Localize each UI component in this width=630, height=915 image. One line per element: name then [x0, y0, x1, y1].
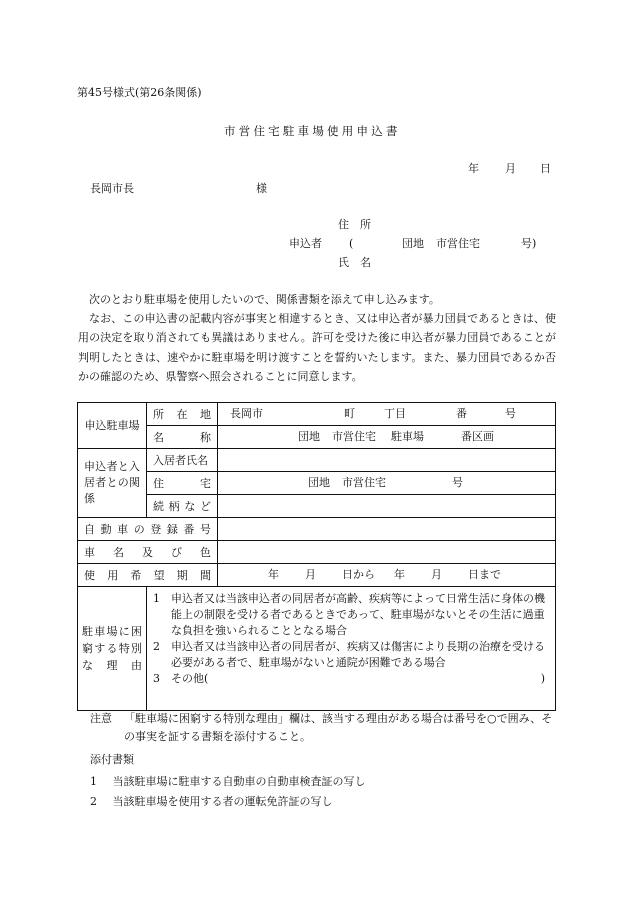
- table-row: [78, 426, 556, 449]
- location-go: 号: [505, 407, 516, 420]
- form-number: 第45号様式(第26条関係): [77, 86, 202, 99]
- vehicle-field[interactable]: [218, 541, 556, 564]
- location-ban: 番: [456, 407, 467, 420]
- body-paragraph: 次のとおり駐車場を使用したいので、関係書類を添えて申し込みます。: [89, 293, 440, 306]
- applicant-address-label: 住 所: [338, 218, 371, 231]
- applicant-open-paren: (: [349, 237, 354, 250]
- applicant-go: 号): [521, 237, 537, 250]
- reason-item[interactable]: [153, 639, 549, 671]
- reason-item[interactable]: [153, 591, 549, 639]
- applicant-danchi: 団地: [402, 237, 424, 250]
- parking-group-label: 申込駐車場: [78, 403, 147, 449]
- body-paragraph: なお、この申込書の記載内容が事実と相違するとき、又は申込者が暴力団員であるときは、使用の決定を取り消されても異議はありません。許可を受けた後に申込者が暴力団員であることが判明したときは、速やかに駐車場を明け渡すことを誓約いたします。また、暴力団員であるか否かの確認のため、県警察へ照会されることに同意します。: [78, 312, 556, 383]
- attachment-text: 当該駐車場に駐車する自動車の自動車検査証の写し: [112, 775, 366, 788]
- period-to: 日まで: [468, 568, 501, 581]
- location-label: 所在地: [147, 403, 218, 426]
- reason-field[interactable]: [147, 587, 556, 711]
- residence-danchi: 団地: [308, 476, 330, 489]
- tenant-name-field[interactable]: [218, 449, 556, 472]
- reason-item[interactable]: [153, 671, 549, 687]
- note-block: [90, 710, 560, 746]
- registration-label: 自動車の登録番号: [78, 518, 218, 541]
- applicant-name-label: 氏 名: [338, 256, 371, 269]
- residence-label: 住宅: [147, 472, 218, 495]
- reason-label: 駐車場に困窮する特別な理由: [78, 587, 147, 711]
- addressee-honorific: 様: [256, 182, 267, 195]
- relation-field[interactable]: [218, 495, 556, 518]
- registration-field[interactable]: [218, 518, 556, 541]
- period-from: 日から: [342, 568, 375, 581]
- table-row: [78, 518, 556, 541]
- residence-field[interactable]: [218, 472, 556, 495]
- table-row: [78, 472, 556, 495]
- table-row: [78, 495, 556, 518]
- period-year-2: 年: [394, 568, 405, 581]
- addressee-name: 長岡市長: [90, 182, 134, 195]
- table-row: [78, 587, 556, 711]
- application-table: [77, 402, 556, 711]
- attachment-number: 2: [90, 795, 97, 808]
- name-ward: 番区画: [461, 430, 494, 443]
- reason-number: 1: [153, 592, 160, 605]
- period-label: 使用希望期間: [78, 564, 218, 587]
- location-city: 長岡市: [230, 407, 263, 420]
- reason-list: [153, 591, 549, 687]
- period-month-1: 月: [305, 568, 316, 581]
- reason-close-paren: ): [540, 672, 545, 685]
- table-row: [78, 449, 556, 472]
- name-housing: 市営住宅: [332, 430, 376, 443]
- attachment-item: [90, 774, 366, 789]
- attachments-heading: 添付書類: [90, 753, 134, 766]
- reason-number: 3: [153, 672, 160, 685]
- date-year-label: 年: [468, 162, 479, 175]
- period-field[interactable]: [218, 564, 556, 587]
- reason-text: 申込者又は当該申込者の同居者が高齢、疾病等によって日常生活に身体の機能上の制限を受ける者であるときであって、駐車場がないとその生活に過重な負担を強いられることとなる場合: [171, 592, 545, 637]
- attachment-number: 1: [90, 775, 97, 788]
- applicant-housing: 市営住宅: [436, 237, 480, 250]
- date-day-label: 日: [540, 162, 551, 175]
- relation-label: 続柄など: [147, 495, 218, 518]
- name-parking: 駐車場: [391, 430, 424, 443]
- attachment-text: 当該駐車場を使用する者の運転免許証の写し: [112, 795, 333, 808]
- page-title: 市営住宅駐車場使用申込書: [224, 124, 401, 138]
- tenant-name-label: 入居者氏名: [147, 449, 218, 472]
- attachment-item: [90, 794, 333, 809]
- note-text: 「駐車場に困窮する特別な理由」欄は、該当する理由がある場合は番号を○で囲み、その事実を証する書類を添付すること。: [124, 712, 553, 743]
- period-month-2: 月: [431, 568, 442, 581]
- table-row: [78, 403, 556, 426]
- date-month-label: 月: [505, 162, 516, 175]
- name-field[interactable]: [218, 426, 556, 449]
- location-cho: 町: [344, 407, 355, 420]
- reason-text: 申込者又は当該申込者の同居者が、疾病又は傷害により長期の治療を受ける必要がある者で、駐車場がないと通院が困難である場合: [171, 640, 545, 669]
- residence-go: 号: [452, 476, 463, 489]
- applicant-label: 申込者: [289, 237, 322, 250]
- table-row: [78, 564, 556, 587]
- location-field[interactable]: [218, 403, 556, 426]
- tenant-group-label: 申込者と入居者との関係: [78, 449, 147, 518]
- table-row: [78, 541, 556, 564]
- location-chome: 丁目: [384, 407, 406, 420]
- residence-housing: 市営住宅: [342, 476, 386, 489]
- reason-text: その他(: [171, 672, 209, 685]
- reason-number: 2: [153, 640, 160, 653]
- note-head: 注意: [90, 712, 112, 725]
- name-danchi: 団地: [298, 430, 320, 443]
- body-text: [78, 290, 556, 386]
- vehicle-label: 車名及び色: [78, 541, 218, 564]
- period-year-1: 年: [268, 568, 279, 581]
- name-label: 名称: [147, 426, 218, 449]
